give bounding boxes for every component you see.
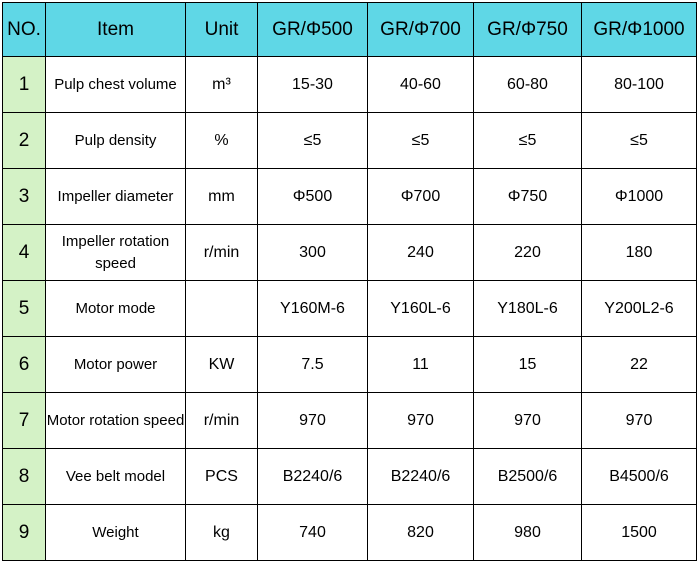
row-value: ≤5 bbox=[474, 113, 582, 169]
row-number: 3 bbox=[3, 169, 46, 225]
row-value: 22 bbox=[582, 337, 697, 393]
row-item: Pulp chest volume bbox=[46, 57, 186, 113]
table-row bbox=[3, 169, 697, 225]
header-unit: Unit bbox=[186, 3, 258, 57]
row-item: Impeller diameter bbox=[46, 169, 186, 225]
row-value: 980 bbox=[474, 505, 582, 561]
row-value: ≤5 bbox=[258, 113, 368, 169]
row-value: 60-80 bbox=[474, 57, 582, 113]
table-row bbox=[3, 449, 697, 505]
row-value: Y200L2-6 bbox=[582, 281, 697, 337]
table-row bbox=[3, 57, 697, 113]
row-value: 300 bbox=[258, 225, 368, 281]
row-number: 2 bbox=[3, 113, 46, 169]
row-unit: mm bbox=[186, 169, 258, 225]
row-value: B2240/6 bbox=[258, 449, 368, 505]
header-model-2: GR/Φ700 bbox=[368, 3, 474, 57]
row-item: Motor rotation speed bbox=[46, 393, 186, 449]
row-value: B2500/6 bbox=[474, 449, 582, 505]
row-value: ≤5 bbox=[368, 113, 474, 169]
row-value: 11 bbox=[368, 337, 474, 393]
table-row bbox=[3, 393, 697, 449]
row-value: 40-60 bbox=[368, 57, 474, 113]
row-item: Motor power bbox=[46, 337, 186, 393]
row-value: 970 bbox=[258, 393, 368, 449]
table-row bbox=[3, 281, 697, 337]
row-number: 9 bbox=[3, 505, 46, 561]
row-value: Y160M-6 bbox=[258, 281, 368, 337]
header-model-3: GR/Φ750 bbox=[474, 3, 582, 57]
row-unit: % bbox=[186, 113, 258, 169]
header-row bbox=[3, 3, 697, 57]
table-row bbox=[3, 337, 697, 393]
row-number: 1 bbox=[3, 57, 46, 113]
row-value: 820 bbox=[368, 505, 474, 561]
row-unit: r/min bbox=[186, 225, 258, 281]
row-number: 5 bbox=[3, 281, 46, 337]
row-value: ≤5 bbox=[582, 113, 697, 169]
row-number: 4 bbox=[3, 225, 46, 281]
row-number: 7 bbox=[3, 393, 46, 449]
row-unit: KW bbox=[186, 337, 258, 393]
row-value: Φ700 bbox=[368, 169, 474, 225]
row-value: 1500 bbox=[582, 505, 697, 561]
row-value: Φ1000 bbox=[582, 169, 697, 225]
row-value: 740 bbox=[258, 505, 368, 561]
row-value: Φ750 bbox=[474, 169, 582, 225]
row-value: 240 bbox=[368, 225, 474, 281]
row-number: 6 bbox=[3, 337, 46, 393]
header-item: Item bbox=[46, 3, 186, 57]
row-unit: kg bbox=[186, 505, 258, 561]
row-value: 15 bbox=[474, 337, 582, 393]
row-unit: m³ bbox=[186, 57, 258, 113]
row-value: Φ500 bbox=[258, 169, 368, 225]
row-value: B4500/6 bbox=[582, 449, 697, 505]
row-unit: PCS bbox=[186, 449, 258, 505]
row-value: 970 bbox=[368, 393, 474, 449]
row-value: 15-30 bbox=[258, 57, 368, 113]
row-value: 220 bbox=[474, 225, 582, 281]
row-item: Motor mode bbox=[46, 281, 186, 337]
row-value: 970 bbox=[474, 393, 582, 449]
row-item: Vee belt model bbox=[46, 449, 186, 505]
row-value: 7.5 bbox=[258, 337, 368, 393]
table-row bbox=[3, 225, 697, 281]
row-value: 80-100 bbox=[582, 57, 697, 113]
row-unit: r/min bbox=[186, 393, 258, 449]
header-no: NO. bbox=[3, 3, 46, 57]
table-row bbox=[3, 505, 697, 561]
row-value: Y160L-6 bbox=[368, 281, 474, 337]
row-value: 180 bbox=[582, 225, 697, 281]
row-item: Impeller rotation speed bbox=[46, 225, 186, 281]
table-row bbox=[3, 113, 697, 169]
row-item: Weight bbox=[46, 505, 186, 561]
row-value: Y180L-6 bbox=[474, 281, 582, 337]
header-model-1: GR/Φ500 bbox=[258, 3, 368, 57]
row-item: Pulp density bbox=[46, 113, 186, 169]
row-unit bbox=[186, 281, 258, 337]
row-number: 8 bbox=[3, 449, 46, 505]
header-model-4: GR/Φ1000 bbox=[582, 3, 697, 57]
row-value: B2240/6 bbox=[368, 449, 474, 505]
specification-table bbox=[2, 2, 697, 561]
row-value: 970 bbox=[582, 393, 697, 449]
